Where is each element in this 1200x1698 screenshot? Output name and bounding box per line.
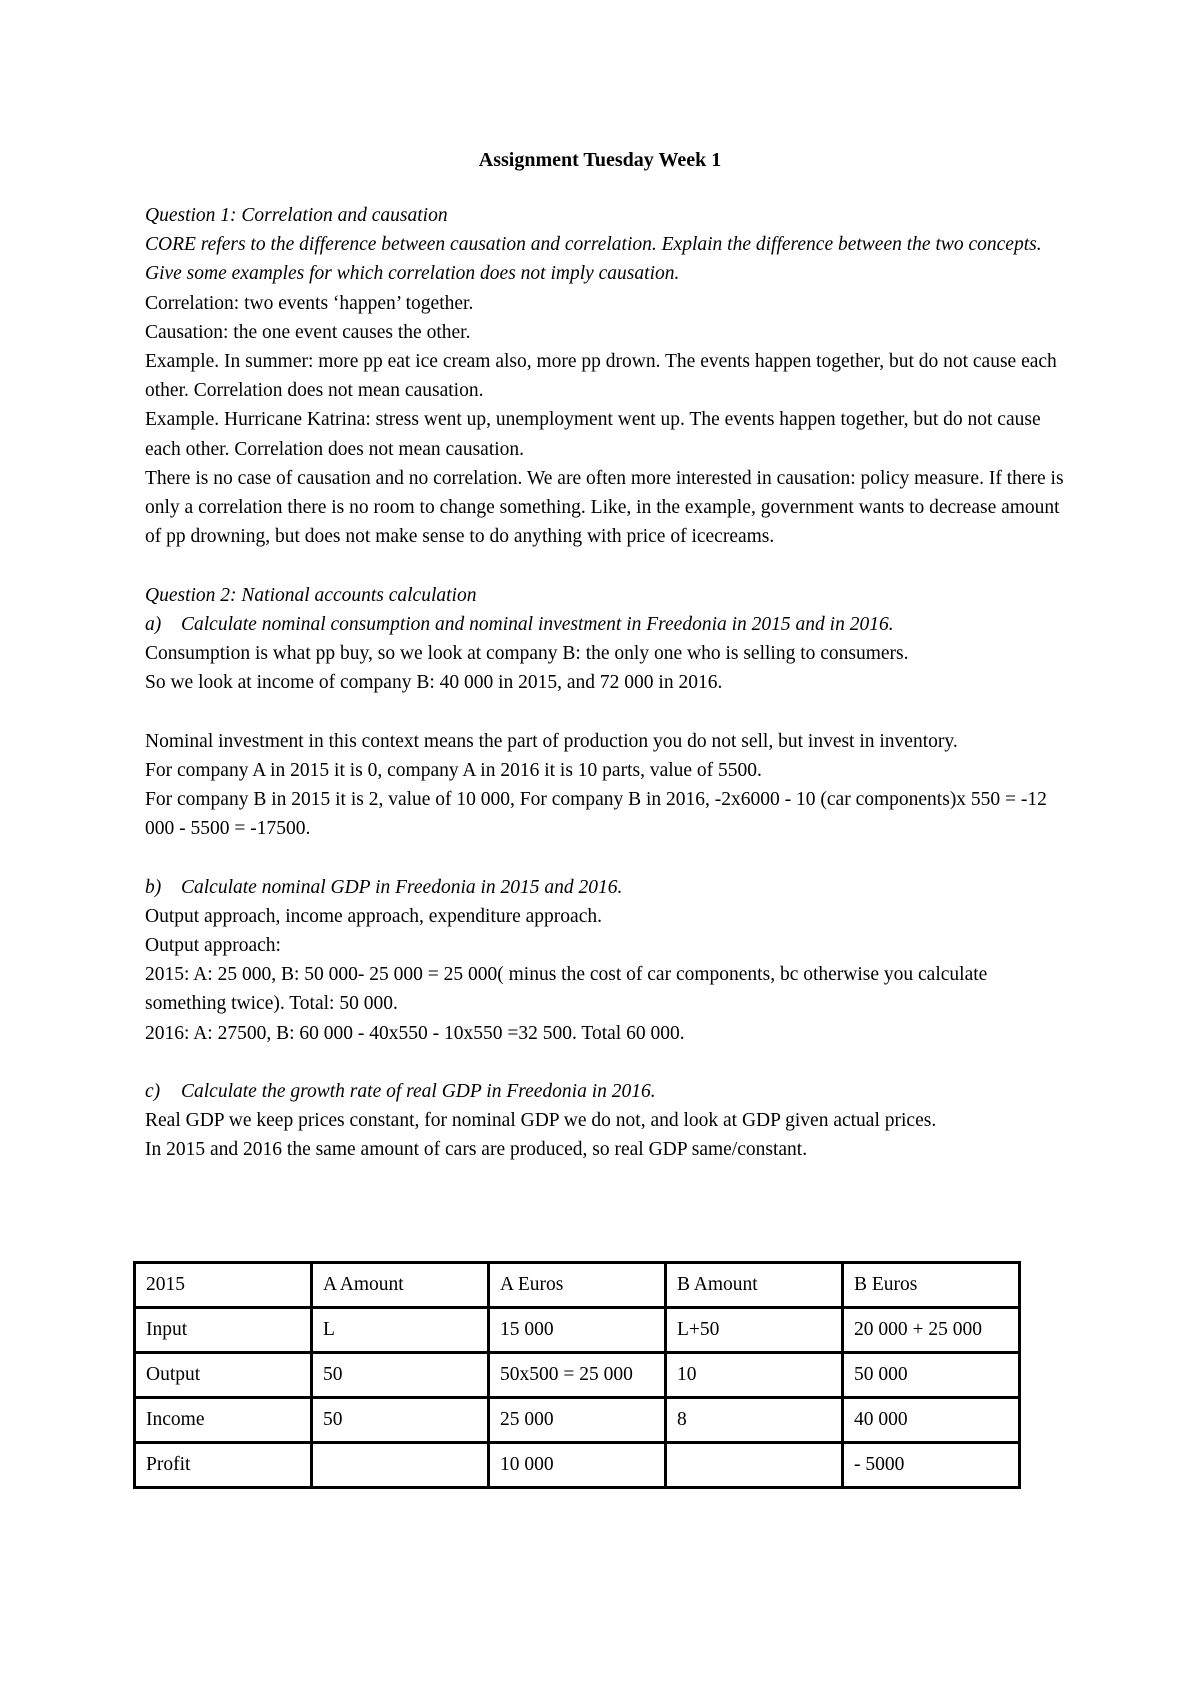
spacer <box>145 697 1065 726</box>
q2a-line: For company A in 2015 it is 0, company A in 2016 it is 10 parts, value of 5500. <box>145 759 762 781</box>
table-cell: A Amount <box>312 1263 489 1308</box>
q2b-prompt-text: Calculate nominal GDP in Freedonia in 2015 and 2016. <box>181 876 623 898</box>
q1-heading: Question 1: Correlation and causation <box>145 205 448 226</box>
table-row <box>135 1308 1020 1353</box>
document-body <box>145 201 1065 1165</box>
table-cell: Output <box>135 1353 312 1398</box>
q2a-line: For company B in 2015 it is 2, value of 10 000, For company B in 2016, -2x6000 - 10 (car components)x 550 = -12 000 - 5500 = -17500. <box>145 789 1047 840</box>
table-cell: 20 000 + 25 000 <box>843 1308 1020 1353</box>
q2b-line: 2016: A: 27500, B: 60 000 - 40x550 - 10x550 =32 500. Total 60 000. <box>145 1022 685 1044</box>
q1-prompt: CORE refers to the difference between causation and correlation. Explain the difference between the two concepts. Give some examples for which correlation does not imply causation. <box>145 234 1042 285</box>
q1-paragraph: Example. Hurricane Katrina: stress went up, unemployment went up. The events happen together, but do not cause each other. Correlation does not mean causation. <box>145 409 1041 460</box>
q2b-line: 2015: A: 25 000, B: 50 000- 25 000 = 25 000( minus the cost of car components, bc otherwise you calculate something twice). Total: 50 000. <box>145 964 988 1015</box>
table-cell: 40 000 <box>843 1398 1020 1443</box>
table-cell <box>312 1443 489 1488</box>
table-row <box>135 1443 1020 1488</box>
q2-heading: Question 2: National accounts calculation <box>145 584 477 606</box>
q2c-prompt <box>145 1077 1065 1106</box>
table-row <box>135 1353 1020 1398</box>
q2b-label: b) <box>145 876 162 898</box>
q2b-prompt <box>145 873 1065 902</box>
q1-paragraph: There is no case of causation and no correlation. We are often more interested in causation: policy measure. If there is only a correlation there is no room to change something. Like, in the example, government wants to decrease amount of pp drowning, but does not make sense to do anything with price of icecreams. <box>145 467 1064 548</box>
table-row <box>135 1398 1020 1443</box>
document-title: Assignment Tuesday Week 1 <box>478 149 722 171</box>
q2a-prompt <box>145 610 1065 639</box>
table-cell: 50 000 <box>843 1353 1020 1398</box>
q2a-label: a) <box>145 613 162 635</box>
table-cell: L+50 <box>666 1308 843 1353</box>
table-cell: 25 000 <box>489 1398 666 1443</box>
table-cell: 15 000 <box>489 1308 666 1353</box>
q2a-line: So we look at income of company B: 40 000 in 2015, and 72 000 in 2016. <box>145 672 723 694</box>
table-cell: Income <box>135 1398 312 1443</box>
spacer <box>145 843 1065 872</box>
q2c-label: c) <box>145 1081 161 1103</box>
q1-paragraph: Causation: the one event causes the other. <box>145 321 471 343</box>
q1-paragraph: Correlation: two events ‘happen’ together. <box>145 292 474 314</box>
table-cell: 2015 <box>135 1263 312 1308</box>
table-row <box>135 1263 1020 1308</box>
table-cell: Profit <box>135 1443 312 1488</box>
q2b-line: Output approach, income approach, expenditure approach. <box>145 905 602 927</box>
spacer <box>145 551 1065 580</box>
table-cell: A Euros <box>489 1263 666 1308</box>
table-cell: 50 <box>312 1398 489 1443</box>
table-cell: B Euros <box>843 1263 1020 1308</box>
q2c-prompt-text: Calculate the growth rate of real GDP in Freedonia in 2016. <box>181 1081 656 1103</box>
q2a-line: Nominal investment in this context means the part of production you do not sell, but invest in inventory. <box>145 730 958 752</box>
q2c-line: In 2015 and 2016 the same amount of cars are produced, so real GDP same/constant. <box>145 1139 808 1161</box>
data-table <box>133 1261 1021 1489</box>
q2c-line: Real GDP we keep prices constant, for nominal GDP we do not, and look at GDP given actual prices. <box>145 1110 937 1132</box>
q2a-prompt-text: Calculate nominal consumption and nominal investment in Freedonia in 2015 and in 2016. <box>181 613 894 635</box>
table-cell: Input <box>135 1308 312 1353</box>
table-cell <box>666 1443 843 1488</box>
q2a-line: Consumption is what pp buy, so we look at company B: the only one who is selling to consumers. <box>145 643 909 665</box>
q2b-line: Output approach: <box>145 935 281 957</box>
table-cell: 10 <box>666 1353 843 1398</box>
table-cell: 10 000 <box>489 1443 666 1488</box>
table-cell: 8 <box>666 1398 843 1443</box>
table-cell: B Amount <box>666 1263 843 1308</box>
spacer <box>145 1048 1065 1077</box>
table-cell: L <box>312 1308 489 1353</box>
table-cell: 50 <box>312 1353 489 1398</box>
q1-paragraph: Example. In summer: more pp eat ice cream also, more pp drown. The events happen together, but do not cause each other. Correlation does not mean causation. <box>145 351 1057 402</box>
table-cell: 50x500 = 25 000 <box>489 1353 666 1398</box>
table-cell: - 5000 <box>843 1443 1020 1488</box>
